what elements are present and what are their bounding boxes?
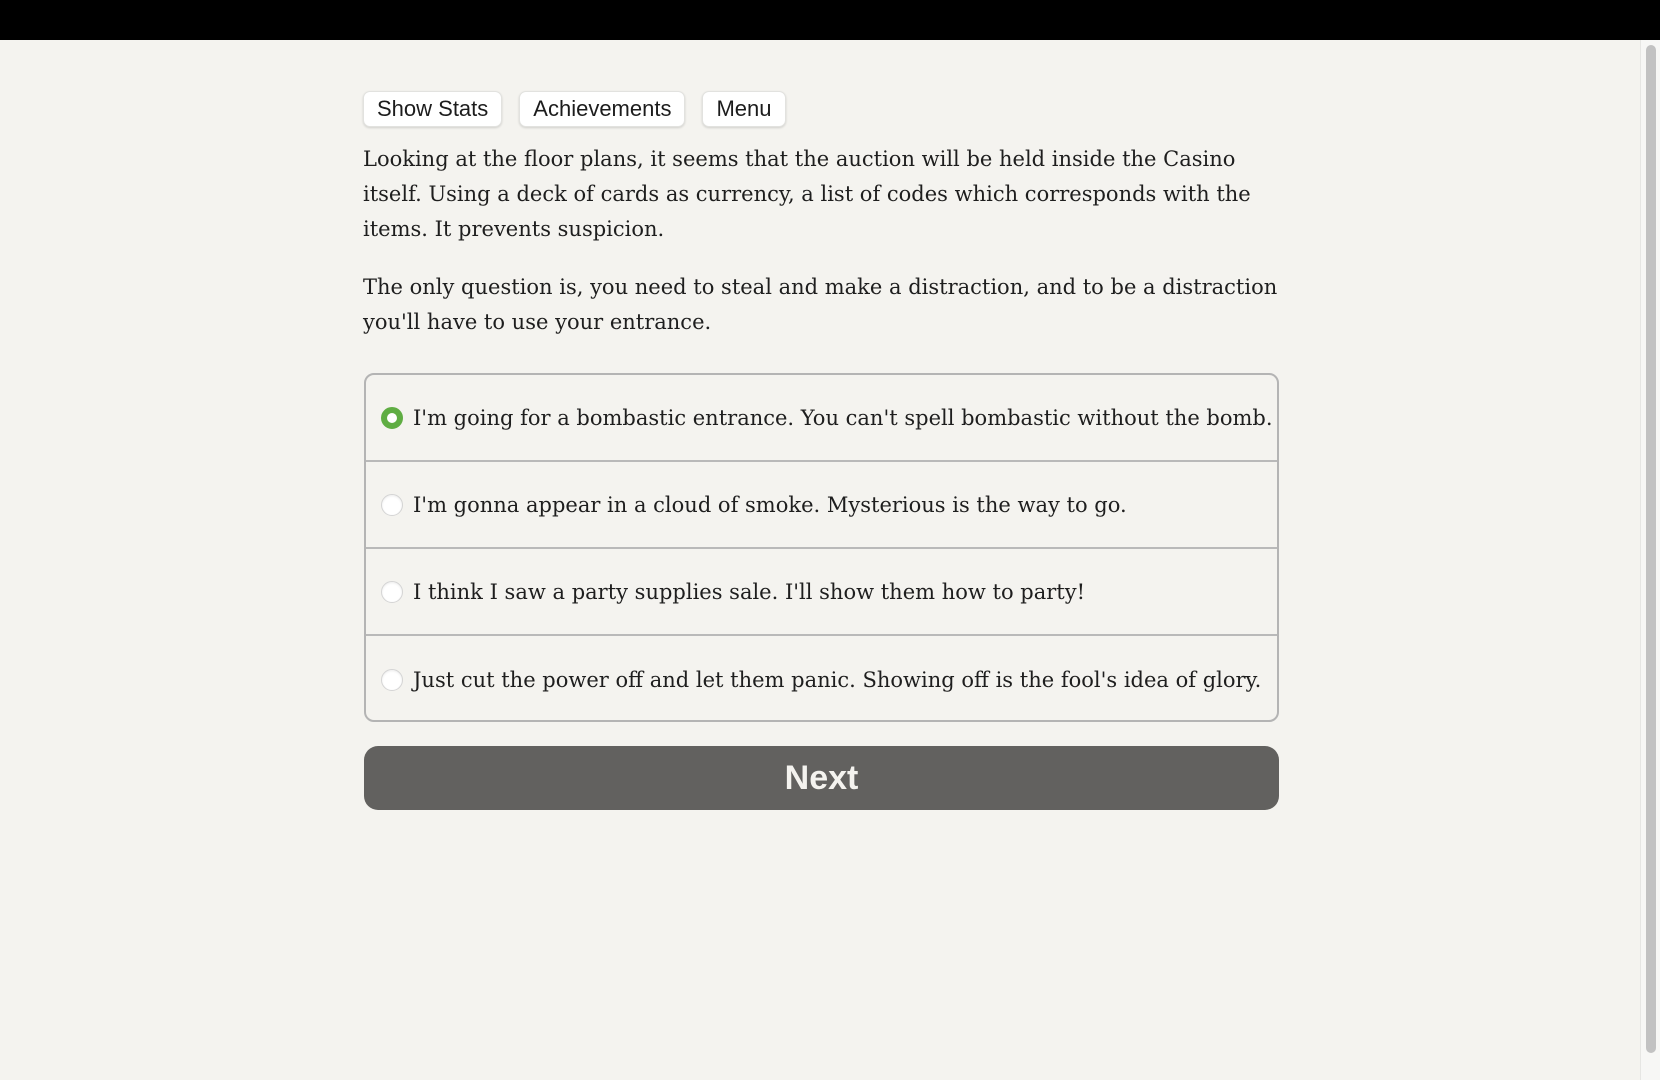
choice-option[interactable] (366, 636, 1277, 722)
choice-label: Just cut the power off and let them panic. Showing off is the fool's idea of glory. (413, 667, 1262, 692)
achievements-button[interactable]: Achievements (519, 91, 685, 127)
choice-label: I'm gonna appear in a cloud of smoke. Mysterious is the way to go. (413, 492, 1127, 517)
game-content (363, 91, 1279, 797)
choice-label: I think I saw a party supplies sale. I'll show them how to party! (413, 579, 1086, 604)
radio-unselected-icon[interactable] (381, 581, 403, 603)
choice-list (364, 373, 1279, 722)
radio-selected-icon[interactable] (381, 407, 403, 429)
menu-button[interactable]: Menu (702, 91, 785, 127)
story-paragraph: Looking at the floor plans, it seems that the auction will be held inside the Casino itself. Using a deck of cards as currency, a list of codes which corresponds with the items. It prevents suspicion. (363, 147, 1251, 241)
choice-option[interactable] (366, 375, 1277, 462)
vertical-scrollbar[interactable] (1640, 40, 1660, 1080)
choice-option[interactable] (366, 462, 1277, 549)
radio-unselected-icon[interactable] (381, 494, 403, 516)
top-bar (0, 0, 1660, 40)
choice-option[interactable] (366, 549, 1277, 636)
story-paragraph: The only question is, you need to steal and make a distraction, and to be a distraction you'll have to use your entrance. (363, 275, 1278, 334)
scrollbar-thumb[interactable] (1646, 45, 1656, 1053)
choice-label: I'm going for a bombastic entrance. You can't spell bombastic without the bomb. (413, 405, 1273, 430)
next-button[interactable]: Next (364, 746, 1279, 810)
toolbar (363, 91, 1279, 127)
radio-unselected-icon[interactable] (381, 669, 403, 691)
show-stats-button[interactable]: Show Stats (363, 91, 502, 127)
